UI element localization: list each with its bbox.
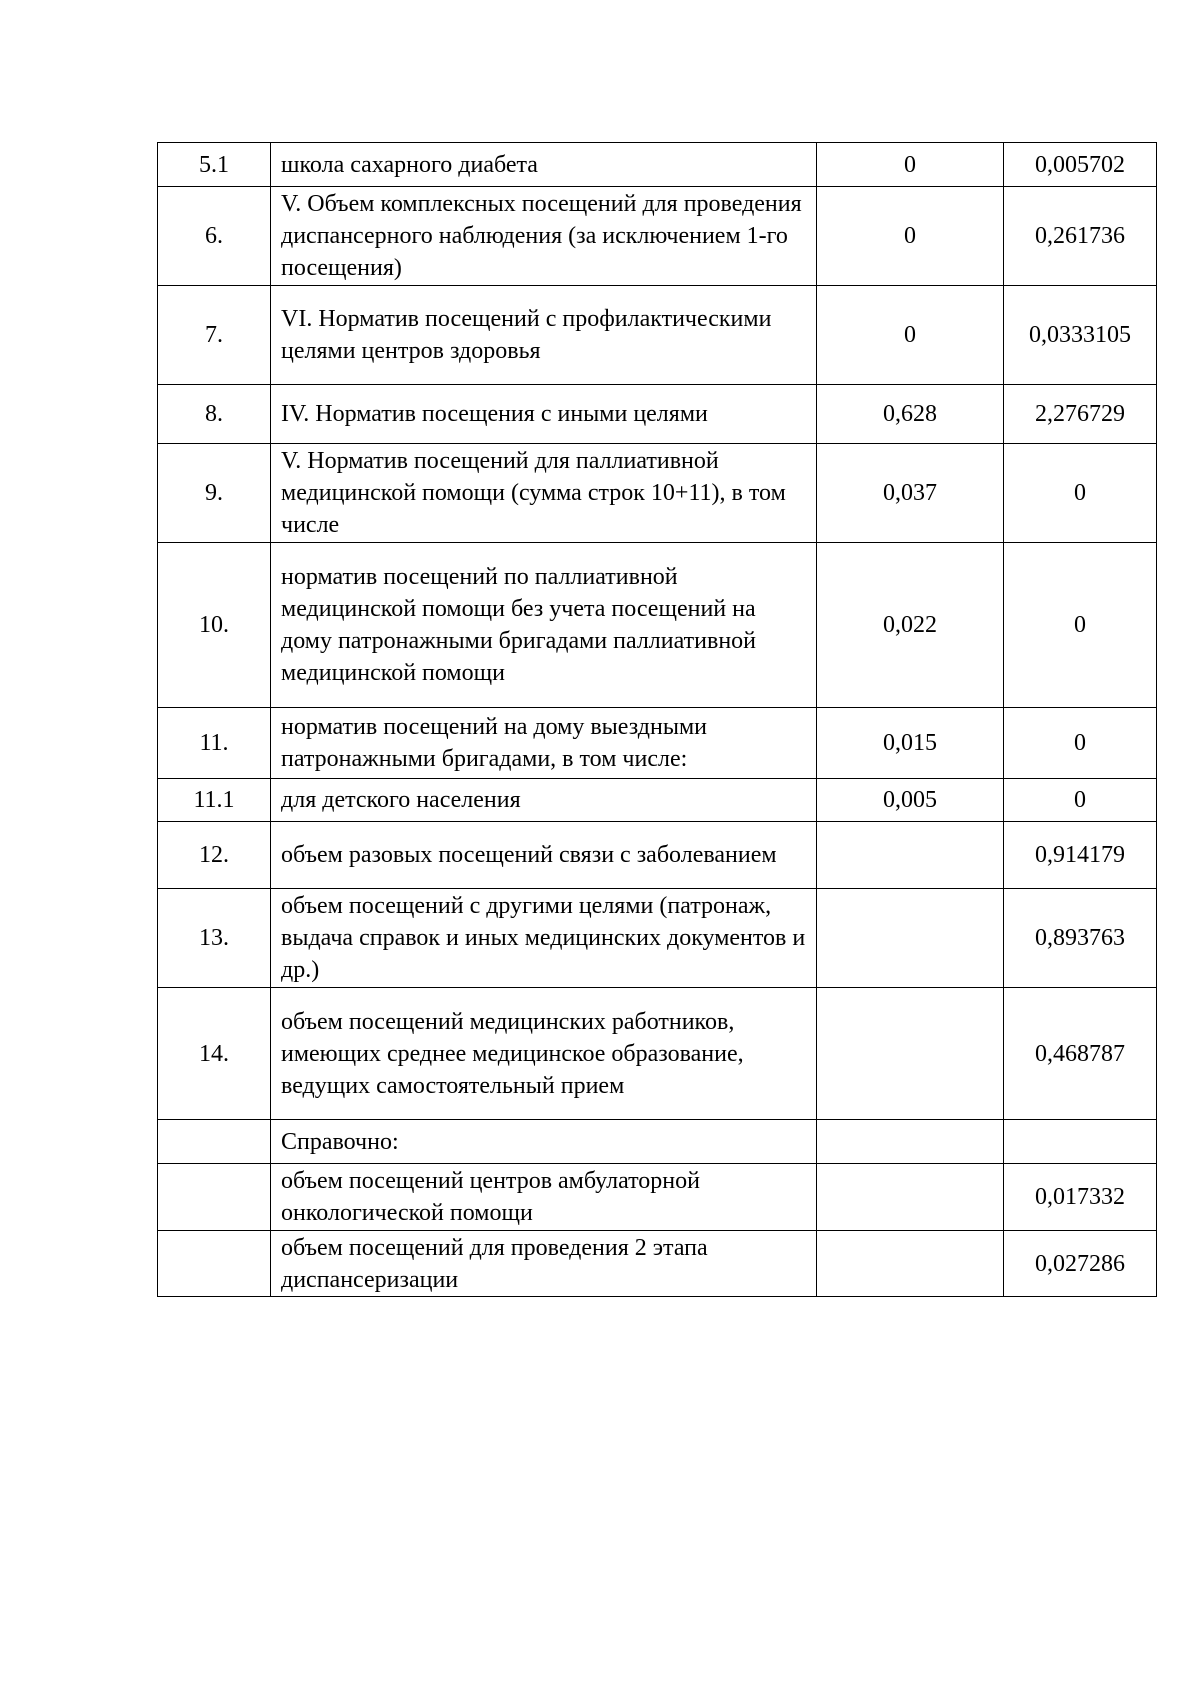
value-column-2: 0,027286 — [1004, 1231, 1157, 1297]
value-column-1: 0 — [817, 286, 1004, 385]
value-column-1 — [817, 1120, 1004, 1164]
value-column-2: 0,017332 — [1004, 1164, 1157, 1231]
table-row — [158, 779, 1157, 822]
row-description: норматив посещений по паллиативной медицинской помощи без учета посещений на дому патронажными бригадами паллиативной медицинской помощи — [271, 543, 817, 708]
row-number: 10. — [158, 543, 271, 708]
value-column-1: 0,015 — [817, 708, 1004, 779]
row-number: 9. — [158, 444, 271, 543]
value-column-2: 2,276729 — [1004, 385, 1157, 444]
value-column-2: 0,0333105 — [1004, 286, 1157, 385]
value-column-1 — [817, 1231, 1004, 1297]
row-description: для детского населения — [271, 779, 817, 822]
table-row — [158, 1164, 1157, 1231]
row-description: объем посещений центров амбулаторной онкологической помощи — [271, 1164, 817, 1231]
table-row — [158, 444, 1157, 543]
row-description: объем посещений для проведения 2 этапа диспансеризации — [271, 1231, 817, 1297]
table-row — [158, 889, 1157, 988]
row-description: объем разовых посещений связи с заболеванием — [271, 822, 817, 889]
table-row — [158, 543, 1157, 708]
table-row — [158, 187, 1157, 286]
value-column-2 — [1004, 1120, 1157, 1164]
table-row — [158, 708, 1157, 779]
value-column-2: 0 — [1004, 779, 1157, 822]
table-row — [158, 385, 1157, 444]
row-number: 13. — [158, 889, 271, 988]
value-column-1: 0,005 — [817, 779, 1004, 822]
row-number: 12. — [158, 822, 271, 889]
row-number: 11. — [158, 708, 271, 779]
value-column-2: 0,914179 — [1004, 822, 1157, 889]
row-description: IV. Норматив посещения с иными целями — [271, 385, 817, 444]
value-column-2: 0,005702 — [1004, 143, 1157, 187]
norms-table — [157, 142, 1157, 1297]
row-number: 11.1 — [158, 779, 271, 822]
table-row — [158, 1231, 1157, 1297]
value-column-1: 0 — [817, 187, 1004, 286]
row-description: VI. Норматив посещений с профилактическими целями центров здоровья — [271, 286, 817, 385]
row-description: объем посещений с другими целями (патронаж, выдача справок и иных медицинских документов и др.) — [271, 889, 817, 988]
row-description: объем посещений медицинских работников, имеющих среднее медицинское образование, ведущих самостоятельный прием — [271, 988, 817, 1120]
value-column-2: 0,468787 — [1004, 988, 1157, 1120]
value-column-2: 0 — [1004, 444, 1157, 543]
value-column-2: 0,261736 — [1004, 187, 1157, 286]
value-column-2: 0,893763 — [1004, 889, 1157, 988]
value-column-1 — [817, 822, 1004, 889]
row-description: норматив посещений на дому выездными патронажными бригадами, в том числе: — [271, 708, 817, 779]
value-column-2: 0 — [1004, 543, 1157, 708]
value-column-1: 0,628 — [817, 385, 1004, 444]
value-column-1 — [817, 988, 1004, 1120]
value-column-1: 0,037 — [817, 444, 1004, 543]
row-description: Справочно: — [271, 1120, 817, 1164]
value-column-1: 0 — [817, 143, 1004, 187]
row-number: 7. — [158, 286, 271, 385]
row-number: 6. — [158, 187, 271, 286]
value-column-2: 0 — [1004, 708, 1157, 779]
row-number: 5.1 — [158, 143, 271, 187]
table-row — [158, 143, 1157, 187]
table-row — [158, 1120, 1157, 1164]
row-number: 14. — [158, 988, 271, 1120]
row-description: V. Объем комплексных посещений для проведения диспансерного наблюдения (за исключением 1-го посещения) — [271, 187, 817, 286]
row-number: 8. — [158, 385, 271, 444]
row-description: школа сахарного диабета — [271, 143, 817, 187]
table-row — [158, 822, 1157, 889]
row-description: V. Норматив посещений для паллиативной медицинской помощи (сумма строк 10+11), в том числе — [271, 444, 817, 543]
value-column-1: 0,022 — [817, 543, 1004, 708]
row-number — [158, 1120, 271, 1164]
value-column-1 — [817, 889, 1004, 988]
row-number — [158, 1231, 271, 1297]
table-row — [158, 988, 1157, 1120]
row-number — [158, 1164, 271, 1231]
value-column-1 — [817, 1164, 1004, 1231]
table-row — [158, 286, 1157, 385]
